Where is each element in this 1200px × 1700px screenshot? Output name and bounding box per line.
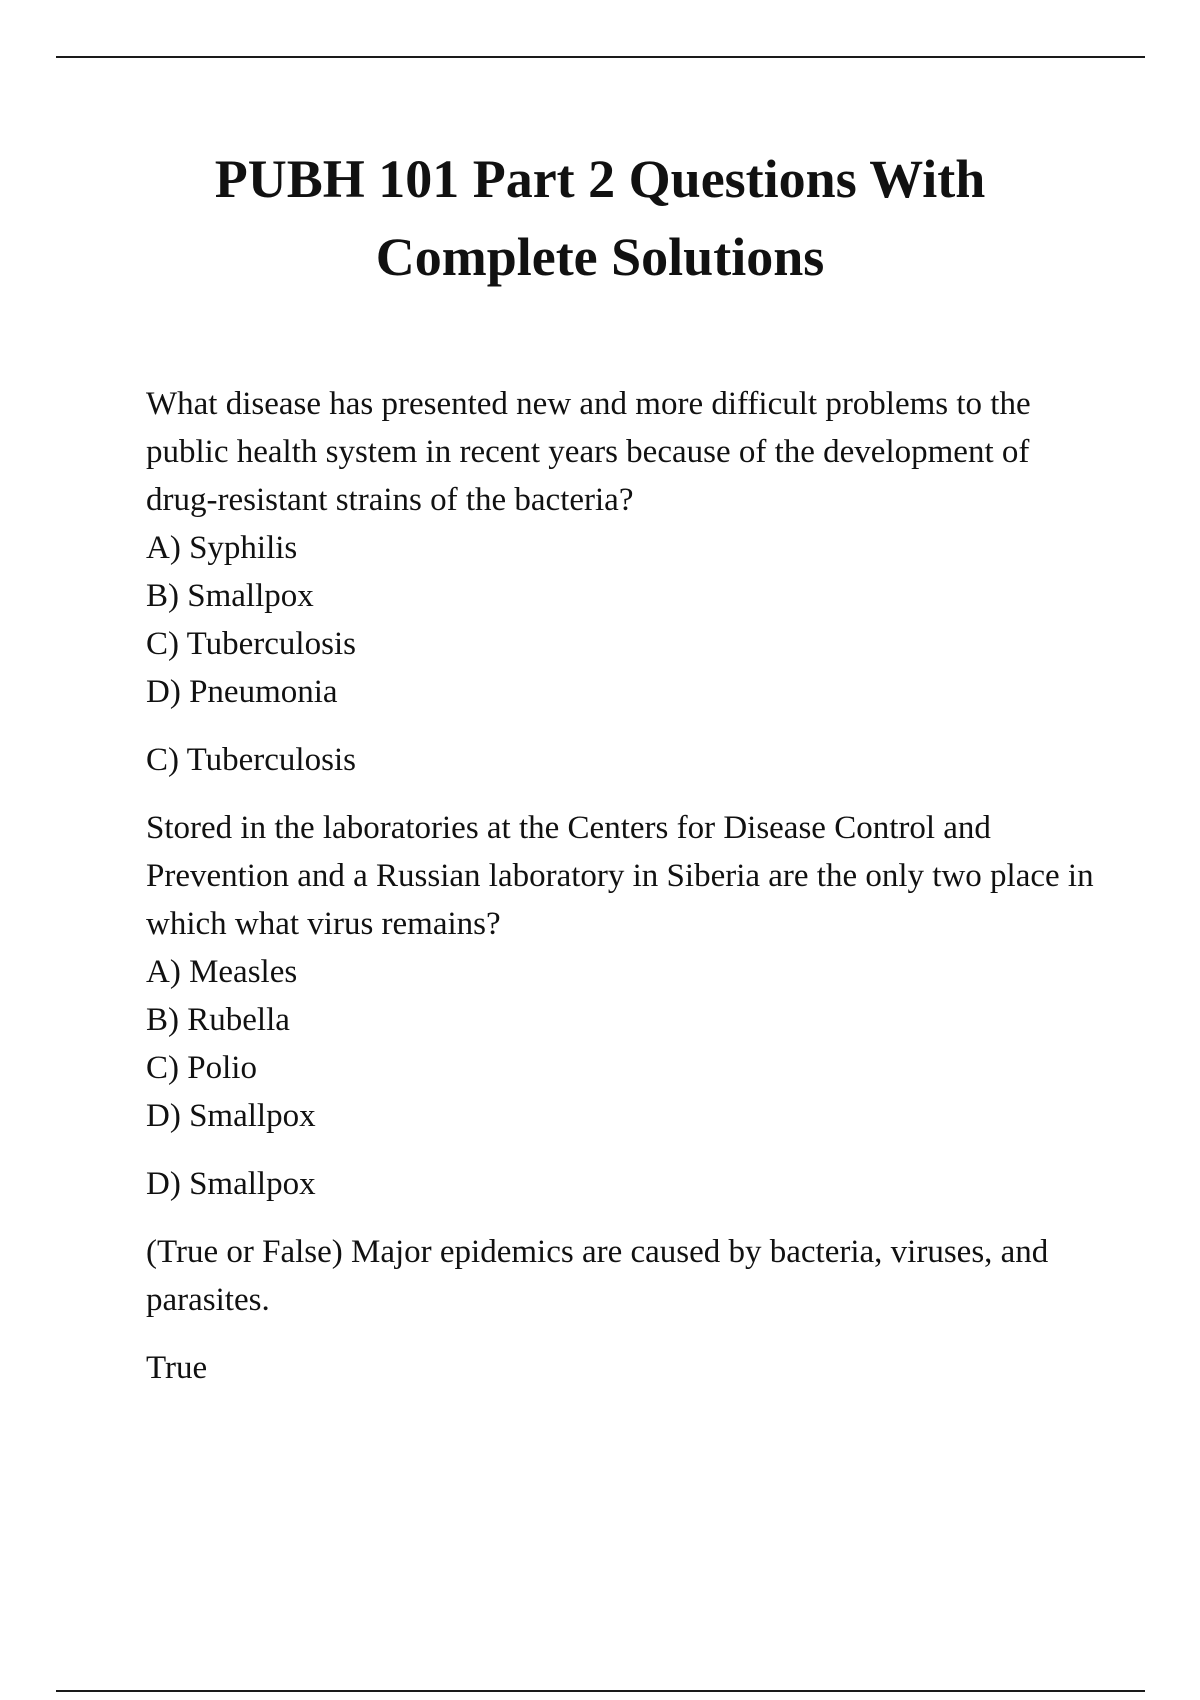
question-3-answer: True xyxy=(146,1350,208,1386)
question-2-option-b: B) Rubella xyxy=(146,1002,290,1038)
question-3 xyxy=(146,1228,1106,1324)
title-line-1: PUBH 101 Part 2 Questions With xyxy=(214,149,986,209)
question-2-option-a: A) Measles xyxy=(146,954,298,990)
question-1-option-b: B) Smallpox xyxy=(146,578,314,614)
header-rule xyxy=(56,56,1145,58)
question-2-text: Stored in the laboratories at the Centers for Disease Control and Prevention and a Russian laboratory in Siberia are the only two place in which what virus remains? xyxy=(146,810,1094,942)
question-1-option-d: D) Pneumonia xyxy=(146,674,338,710)
question-2-option-d: D) Smallpox xyxy=(146,1098,316,1134)
question-1-option-c: C) Tuberculosis xyxy=(146,626,356,662)
question-2-answer: D) Smallpox xyxy=(146,1166,316,1202)
question-2-option-c: C) Polio xyxy=(146,1050,257,1086)
question-1 xyxy=(146,380,1106,716)
question-3-text: (True or False) Major epidemics are caused by bacteria, viruses, and parasites. xyxy=(146,1234,1049,1318)
questions-body xyxy=(146,380,1106,1412)
question-1-text: What disease has presented new and more difficult problems to the public health system in recent years because of the development of drug-resistant strains of the bacteria? xyxy=(146,386,1031,518)
question-2 xyxy=(146,804,1106,1140)
question-1-answer: C) Tuberculosis xyxy=(146,742,356,778)
question-1-option-a: A) Syphilis xyxy=(146,530,298,566)
title-line-2: Complete Solutions xyxy=(375,227,825,287)
footer-rule xyxy=(56,1690,1145,1692)
document-title xyxy=(100,140,1100,296)
